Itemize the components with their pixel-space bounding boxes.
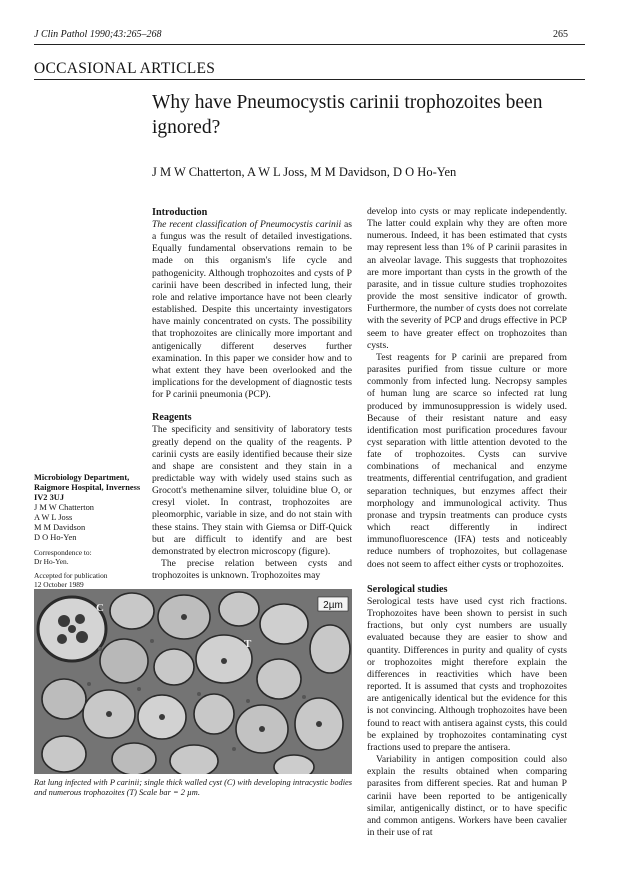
section-rule — [34, 79, 585, 80]
serological-heading: Serological studies — [367, 584, 448, 595]
affiliation-sidebar — [34, 473, 144, 589]
header-rule — [34, 44, 585, 45]
affiliation-name: M M Davidson — [34, 523, 86, 532]
affiliation-name: A W L Joss — [34, 513, 73, 522]
page-number: 265 — [553, 29, 568, 40]
affiliation-name: J M W Chatterton — [34, 503, 94, 512]
serological-paragraph-2: Variability in antigen composition could also explain the results obtained when comparing parasites from different species. Rat and human P carinii have been reported to be antigenically similar, antigenically distinct, or to have specific and common antigens. Workers have been cavalier in their use of rat — [367, 754, 567, 838]
column-left — [152, 206, 352, 582]
trophozoite-marker: T — [244, 638, 252, 650]
correspondence-label: Correspondence to: — [34, 548, 92, 557]
introduction-lead: The recent classification of Pneumocystis carinii — [152, 219, 342, 230]
accepted-date: 12 October 1989 — [34, 580, 84, 589]
article-title: Why have Pneumocystis carinii trophozoites been ignored? — [152, 92, 543, 138]
journal-citation: J Clin Pathol 1990;43:265–268 — [34, 29, 162, 40]
cyst-marker: C — [96, 602, 104, 614]
affiliation-institution: Microbiology Department, Raigmore Hospital, Inverness IV2 3UJ — [34, 473, 141, 502]
section-title: OCCASIONAL ARTICLES — [34, 60, 216, 77]
introduction-heading: Introduction — [152, 207, 208, 218]
introduction-paragraph — [152, 219, 352, 401]
reagents-paragraph-1: The specificity and sensitivity of laboratory tests greatly depend on the quality of the reagents. P carinii cysts are easily identified because their size and shape are consistent and they stain in a predictable way with widely used stains such as Grocott's methenamine silver, toluidine blue O, or cresyl violet. In contrast, trophozoites are pleomorphic, variable in size, and do not stain with these stains. They stain with Giemsa or Diff-Quick but are difficult to identify and are best demonstrated by electron microscopy (figure). — [152, 424, 352, 557]
article-authors: J M W Chatterton, A W L Joss, M M Davidson, D O Ho-Yen — [152, 165, 457, 179]
electron-micrograph — [34, 589, 352, 774]
serological-paragraph-1: Serological tests have used cyst rich fractions. Trophozoites have been shown to persist in such fractions, but only cyst numbers are usually evaluated because they are easier to show and quantity. Differences in purity and quality of cysts or trophozoites might therefore explain the differences in reactivities which have been reported. It is assumed that cysts and trophozoites are antigenically identical but the evidence for this is not convincing. Although trophozoites have been found to react with antisera against cysts, this could be explained by trophozoites contaminating cyst fractions used to prepare the antisera. — [367, 596, 567, 753]
column-right-lower — [367, 583, 567, 839]
test-reagents-paragraph: Test reagents for P carinii are prepared from parasites purified from tissue culture or more commonly from infected lung. Necropsy samples of human lung are scarce so infected rat lung produced by immunosuppression is widely used. Because of their resistant nature and easy identification most purification procedures favour cyst separation with little attention devoted to the fate of trophozoites. Cysts can survive combinations of mechanical and enzyme treatments, differential centrifugation, and gradient separation techniques, but enzymes affect their morphology and immunological activity. Thus pronase and trypsin treatments can produce cysts which react differently in indirect immunofluorescence (IFA) tests and noticeably reduce numbers of trophozoites, but collagenase does not seem to affect either cysts or trophozoites. — [367, 351, 567, 570]
column-right-upper — [367, 206, 567, 571]
affiliation-name: D O Ho-Yen — [34, 533, 77, 542]
accepted-label: Accepted for publication — [34, 571, 108, 580]
reagents-heading: Reagents — [152, 412, 192, 424]
correspondence-name: Dr Ho-Yen. — [34, 557, 69, 566]
scale-label: 2µm — [323, 600, 343, 611]
figure-caption: Rat lung infected with P carinii; single thick walled cyst (C) with developing intracystic bodies and numerous trophozoites (T) Scale bar = 2 µm. — [34, 778, 353, 797]
introduction-text: as a fungus was the result of detailed investigations. Equally fundamental observations remain to be made on this organism's life cycle and pathogenicity. Although trophozoites and cysts of P carinii have been described in infected lung, their role and relative importance have not been clearly established. Despite this uncertainty investigators have mainly concentrated on cysts. The possibility that trophozoites are clinically more important and antigenically different deserves further examination. In this paper we consider how and to what extent they have been overlooked and the implications for the development of diagnostic tests for P carinii pneumonia (PCP). — [152, 219, 352, 401]
micrograph-image — [34, 589, 352, 774]
cyst-development-paragraph: develop into cysts or may replicate independently. The latter could explain why they are often more numerous. Indeed, it has been estimated that cysts may represent less than 1% of P carinii parasites in an alveolar lavage. This suggests that trophozoites are more important than cysts in the growth of the parasite, and in tissue culture studies trophozoites provide the most sensitive indicator of growth. Furthermore, the number of cysts does not correlate with the severity of PCP and drugs effective in PCP seem to have greater effect on trophozoites than cysts. — [367, 206, 567, 351]
reagents-paragraph-2: The precise relation between cysts and trophozoites is unknown. Trophozoites may — [152, 558, 352, 582]
